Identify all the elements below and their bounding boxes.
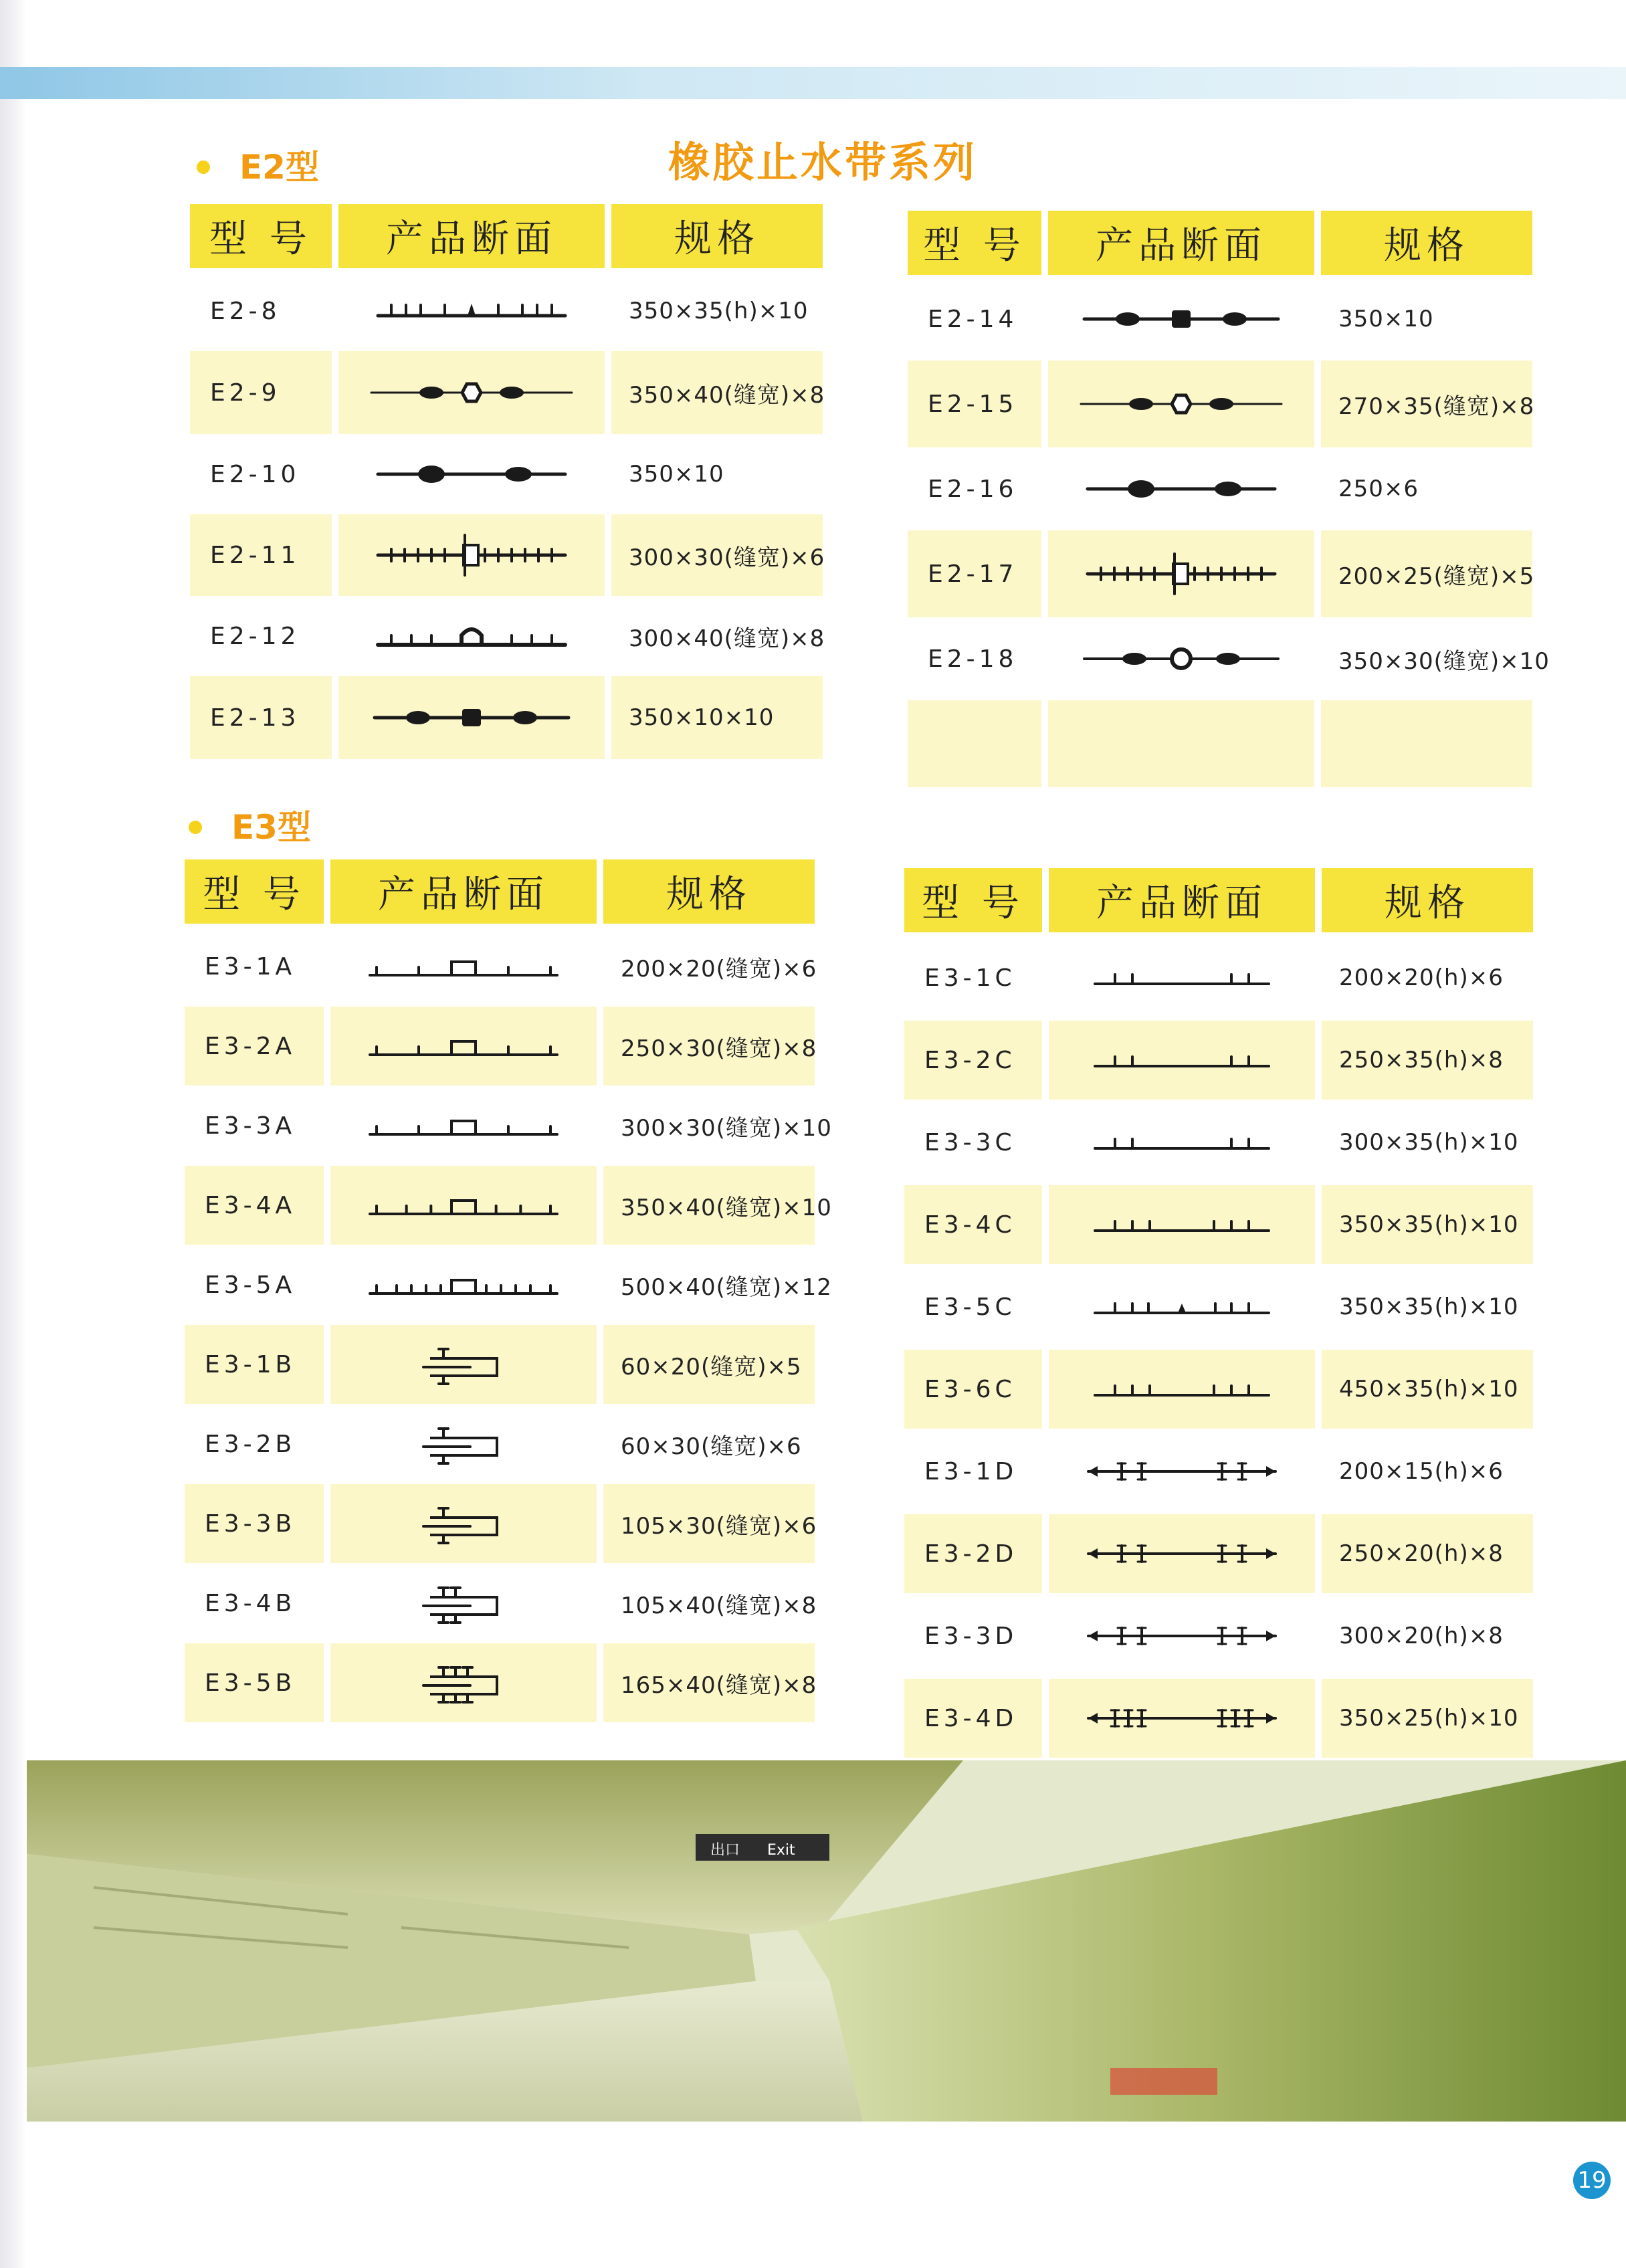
table-cell-spec: 350×35(h)×10: [1322, 1185, 1533, 1264]
waterstop-profile-diagram: [365, 369, 579, 416]
table-cell-spec: 300×40(缝宽)×8: [629, 625, 825, 652]
table-cell-model: E3-3B: [185, 1484, 324, 1563]
table-cell-spec: 350×40(缝宽)×10: [603, 1166, 815, 1245]
table-cell-spec: 250×35(h)×8: [1322, 1021, 1533, 1100]
table-cell-profile: [338, 676, 605, 759]
table-header-section-profile: 产品断面: [330, 859, 597, 924]
table-cell-model: E3-2D: [904, 1514, 1042, 1593]
table-cell-model: E3-3D: [924, 1622, 1018, 1650]
table-header-section-profile: 产品断面: [338, 204, 605, 268]
table-cell-profile: [1049, 1679, 1315, 1758]
waterstop-profile-diagram: [357, 1102, 571, 1149]
table-cell-profile: [1048, 623, 1314, 695]
waterstop-profile-diagram: [1075, 954, 1289, 1001]
table-cell-profile: [338, 601, 605, 671]
waterstop-profile-diagram: [357, 1500, 571, 1547]
table-cell-spec: 200×20(缝宽)×6: [621, 955, 817, 983]
table-cell-profile: [1049, 1269, 1315, 1344]
table-cell-profile: [1049, 1599, 1315, 1673]
table-cell-spec: 105×30(缝宽)×6: [603, 1484, 815, 1563]
table-cell-profile: [1049, 1350, 1315, 1429]
waterstop-profile-diagram: [1075, 1530, 1289, 1577]
top-color-band: [0, 67, 1626, 99]
table-cell-profile: [1048, 283, 1314, 355]
table-cell-profile: [330, 932, 597, 1001]
page-spine-shadow: [0, 0, 27, 2268]
table-cell-model: E3-3C: [924, 1128, 1016, 1156]
table-cell-profile: [1048, 453, 1314, 525]
table-cell-spec: 450×35(h)×10: [1322, 1350, 1533, 1429]
waterstop-profile-diagram: [365, 694, 579, 741]
table-cell-spec: 60×30(缝宽)×6: [621, 1433, 802, 1460]
waterstop-profile-diagram: [357, 1421, 571, 1467]
table-cell-spec: 300×30(缝宽)×10: [621, 1114, 832, 1142]
page-number-badge: 19: [1573, 2162, 1611, 2199]
table-cell-spec: 300×35(h)×10: [1339, 1129, 1519, 1156]
table-cell-profile: [1048, 700, 1314, 787]
waterstop-profile-diagram: [357, 1659, 571, 1706]
waterstop-profile-diagram: [365, 532, 579, 579]
waterstop-profile-diagram: [357, 1580, 571, 1627]
table-cell-profile: [330, 1091, 597, 1160]
table-header-spec: 规格: [603, 859, 815, 924]
exit-sign-text: 出口: [710, 1842, 740, 1859]
table-cell-profile: [330, 1643, 597, 1722]
waterstop-profile-diagram: [1074, 550, 1288, 597]
table-cell-model: E3-5A: [205, 1271, 296, 1299]
e2-section-heading: [197, 140, 319, 189]
table-cell-profile: [330, 1166, 597, 1245]
table-cell-spec: 200×20(h)×6: [1339, 964, 1504, 991]
bullet-dot-icon: [197, 161, 210, 174]
table-cell-spec: [1321, 700, 1532, 787]
table-cell-spec: 350×10: [1338, 306, 1434, 332]
table-cell-spec: 350×35(h)×10: [1339, 1294, 1519, 1320]
table-cell-model: E3-5B: [185, 1643, 324, 1722]
table-cell-profile: [1049, 1021, 1315, 1100]
table-cell-spec: 250×30(缝宽)×8: [603, 1007, 815, 1086]
table-cell-profile: [330, 1484, 597, 1563]
table-cell-spec: 350×30(缝宽)×10: [1338, 647, 1550, 675]
waterstop-profile-diagram: [365, 288, 579, 334]
waterstop-profile-diagram: [365, 451, 579, 498]
table-cell-profile: [330, 1250, 597, 1320]
table-cell-profile: [330, 1007, 597, 1086]
table-cell-profile: [338, 276, 605, 346]
waterstop-profile-diagram: [1074, 381, 1288, 427]
table-cell-spec: 300×30(缝宽)×6: [611, 514, 823, 596]
table-cell-model: E3-2A: [185, 1007, 324, 1086]
table-header-spec: 规格: [611, 204, 823, 268]
subway-platform-photo: [27, 1760, 1626, 2122]
table-cell-profile: [338, 439, 605, 509]
waterstop-profile-diagram: [357, 1023, 571, 1069]
table-cell-profile: [1049, 1105, 1315, 1180]
table-cell-model: E3-1B: [185, 1325, 324, 1404]
bullet-dot-icon: [189, 821, 202, 834]
page-title: 橡胶止水带系列: [668, 138, 977, 187]
table-header-section-profile: 产品断面: [1048, 211, 1314, 275]
table-cell-model: E3-4B: [205, 1589, 296, 1617]
table-cell-model: E2-15: [908, 360, 1041, 447]
table-cell-model: E3-1C: [924, 964, 1016, 992]
table-cell-model: E2-9: [190, 351, 332, 434]
table-cell-spec: 350×35(h)×10: [629, 298, 809, 324]
table-header-model: 型 号: [185, 859, 324, 924]
waterstop-profile-diagram: [357, 1341, 571, 1388]
table-cell-spec: 500×40(缝宽)×12: [621, 1273, 832, 1301]
waterstop-profile-diagram: [1074, 296, 1288, 342]
platform-illustration: [27, 1760, 1626, 2122]
table-cell-profile: [1048, 360, 1314, 447]
waterstop-profile-diagram: [1074, 635, 1288, 682]
table-cell-spec: 200×25(缝宽)×5: [1321, 530, 1532, 617]
table-cell-model: E2-18: [928, 645, 1018, 673]
table-cell-spec: 165×40(缝宽)×8: [603, 1643, 815, 1722]
table-cell-model: E2-13: [190, 676, 332, 759]
table-cell-profile: [338, 351, 605, 434]
table-cell-profile: [1048, 530, 1314, 617]
table-cell-model: E3-2B: [205, 1430, 296, 1458]
table-cell-model: E3-2C: [904, 1021, 1042, 1100]
table-cell-model: E3-4C: [904, 1185, 1042, 1264]
waterstop-profile-diagram: [365, 613, 579, 659]
e3-section-label: E3型: [231, 808, 311, 847]
waterstop-profile-diagram: [1075, 1613, 1289, 1659]
table-cell-spec: 350×40(缝宽)×8: [611, 351, 823, 434]
table-cell-model: E3-6C: [904, 1350, 1042, 1429]
table-cell-model: E3-4D: [904, 1679, 1042, 1758]
waterstop-profile-diagram: [1074, 720, 1288, 767]
waterstop-profile-diagram: [1075, 1119, 1289, 1166]
table-header-model: 型 号: [908, 211, 1041, 275]
table-header-model: 型 号: [904, 868, 1042, 932]
table-cell-model: E3-1A: [205, 952, 296, 981]
table-cell-model: E2-17: [908, 530, 1041, 617]
e2-section-label: E2型: [239, 148, 319, 187]
table-header-spec: 规格: [1321, 211, 1532, 275]
table-cell-spec: 60×20(缝宽)×5: [603, 1325, 815, 1404]
table-cell-model: [908, 700, 1041, 787]
table-header-section-profile: 产品断面: [1049, 868, 1315, 932]
table-cell-spec: 350×10: [629, 461, 724, 488]
table-header-model: 型 号: [190, 204, 332, 268]
table-cell-profile: [1049, 940, 1315, 1015]
table-cell-model: E3-5C: [924, 1293, 1016, 1321]
table-cell-profile: [330, 1568, 597, 1638]
waterstop-profile-diagram: [1075, 1201, 1289, 1248]
table-cell-profile: [338, 514, 605, 596]
table-cell-spec: 250×6: [1338, 476, 1419, 502]
waterstop-profile-diagram: [357, 1182, 571, 1229]
table-cell-model: E2-16: [928, 475, 1018, 503]
table-cell-profile: [330, 1325, 597, 1404]
waterstop-profile-diagram: [357, 1261, 571, 1308]
waterstop-profile-diagram: [1075, 1695, 1289, 1742]
table-cell-model: E2-12: [210, 622, 300, 650]
table-cell-model: E2-10: [210, 460, 300, 488]
table-cell-model: E2-11: [190, 514, 332, 596]
table-cell-profile: [330, 1409, 597, 1479]
table-cell-model: E3-3A: [205, 1112, 296, 1140]
table-cell-spec: 105×40(缝宽)×8: [621, 1592, 817, 1619]
table-cell-profile: [1049, 1434, 1315, 1509]
table-cell-model: E3-4A: [185, 1166, 324, 1245]
table-cell-spec: 200×15(h)×6: [1339, 1458, 1504, 1485]
waterstop-profile-diagram: [1075, 1283, 1289, 1330]
table-cell-spec: 250×20(h)×8: [1322, 1514, 1533, 1593]
waterstop-profile-diagram: [1075, 1448, 1289, 1495]
table-header-spec: 规格: [1322, 868, 1533, 932]
e3-section-heading: [189, 801, 311, 849]
table-cell-model: E3-1D: [924, 1457, 1018, 1485]
table-cell-model: E2-8: [210, 297, 281, 325]
table-cell-model: E2-14: [928, 305, 1018, 333]
table-cell-profile: [1049, 1185, 1315, 1264]
table-cell-spec: 300×20(h)×8: [1339, 1623, 1504, 1649]
waterstop-profile-diagram: [1074, 466, 1288, 512]
waterstop-profile-diagram: [1075, 1037, 1289, 1084]
exit-sign-text-en: Exit: [767, 1842, 795, 1859]
waterstop-profile-diagram: [1075, 1366, 1289, 1413]
table-cell-profile: [1049, 1514, 1315, 1593]
table-cell-spec: 270×35(缝宽)×8: [1321, 360, 1532, 447]
table-cell-spec: 350×10×10: [611, 676, 823, 759]
waterstop-profile-diagram: [357, 943, 571, 990]
table-cell-spec: 350×25(h)×10: [1322, 1679, 1533, 1758]
